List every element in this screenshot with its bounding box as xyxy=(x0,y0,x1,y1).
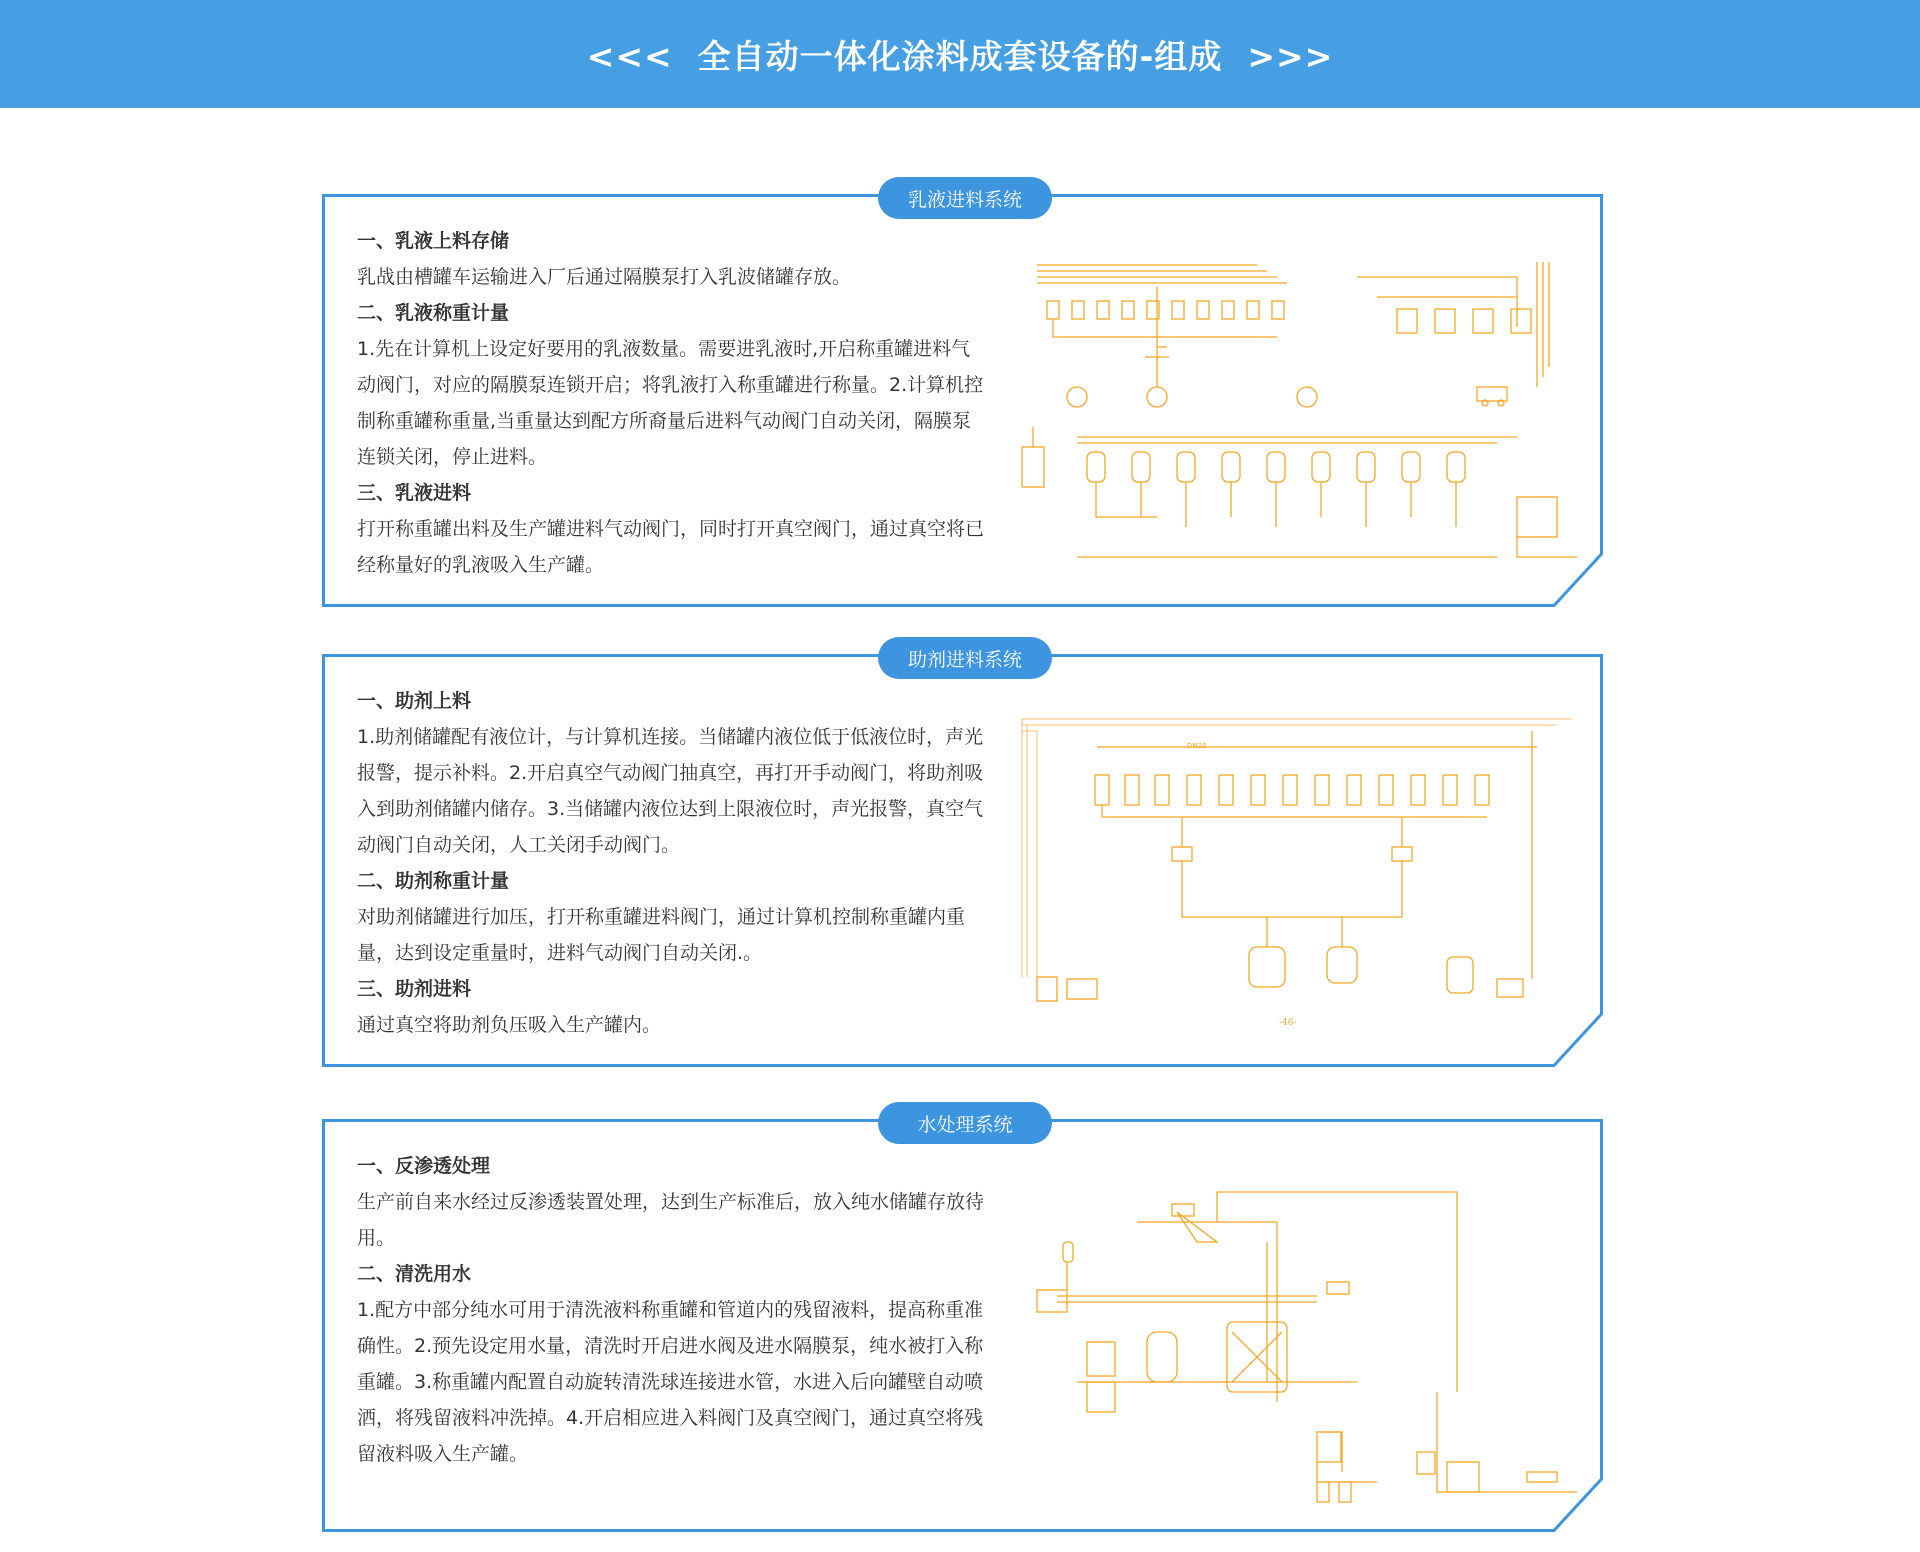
section-paragraph: 1.先在计算机上设定好要用的乳液数量。需要进乳液时,开启称重罐进料气动阀门，对应的隔膜泵连锁开启；将乳液打入称重罐进行称量。2.计算机控制称重罐称重量,当重量达到配方所裔量后进料气动阀门自动关闭，隔膜泵连锁关闭，停止进料。 xyxy=(357,338,984,468)
section-heading: 一、反渗透处理 xyxy=(357,1155,491,1177)
section-emulsion-feeding xyxy=(322,188,1601,604)
section-text xyxy=(357,683,985,1043)
section-paragraph: 乳战由槽罐车运输进入厂后通过隔膜泵打入乳波储罐存放。 xyxy=(357,266,852,288)
section-heading: 二、助剂称重计量 xyxy=(357,870,510,892)
section-heading: 三、助剂进料 xyxy=(357,978,472,1000)
section-heading: 一、助剂上料 xyxy=(357,690,472,712)
emulsion-process-diagram xyxy=(1017,257,1577,569)
section-text xyxy=(357,223,985,583)
section-paragraph: 对助剂储罐进行加压，打开称重罐进料阀门，通过计算机控制称重罐内重量，达到设定重量时，进料气动阀门自动关闭.。 xyxy=(357,906,966,964)
pipe-label: DN25 xyxy=(1187,742,1207,750)
page-number: -46- xyxy=(1279,1018,1297,1028)
section-title-pill: 助剂进料系统 xyxy=(878,637,1052,679)
section-heading: 三、乳液进料 xyxy=(357,482,472,504)
additive-process-diagram xyxy=(1017,717,1577,1029)
section-heading: 二、清洗用水 xyxy=(357,1263,472,1285)
section-paragraph: 1.助剂储罐配有液位计，与计算机连接。当储罐内液位低于低液位时，声光报警，提示补料。2.开启真空气动阀门抽真空，再打开手动阀门，将助剂吸入到助剂储罐内储存。3.当储罐内液位达到上限液位时，声光报警，真空气动阀门自动关闭，人工关闭手动阀门。 xyxy=(357,726,984,856)
section-paragraph: 打开称重罐出料及生产罐进料气动阀门，同时打开真空阀门，通过真空将已经称量好的乳液吸入生产罐。 xyxy=(357,518,985,576)
section-title-pill: 水处理系统 xyxy=(878,1102,1052,1144)
section-heading: 一、乳液上料存储 xyxy=(357,230,510,252)
section-paragraph: 生产前自来水经过反渗透装置处理，达到生产标准后，放入纯水储罐存放待用。 xyxy=(357,1191,985,1249)
section-text xyxy=(357,1148,985,1472)
section-paragraph: 通过真空将助剂负压吸入生产罐内。 xyxy=(357,1014,662,1036)
banner-title: <<< 全自动一体化涂料成套设备的-组成 >>> xyxy=(586,36,1334,76)
section-additive-feeding xyxy=(322,648,1601,1064)
section-water-treatment xyxy=(322,1113,1601,1529)
section-heading: 二、乳液称重计量 xyxy=(357,302,510,324)
water-treatment-diagram xyxy=(1017,1182,1577,1512)
banner xyxy=(0,0,1920,108)
section-paragraph: 1.配方中部分纯水可用于清洗液料称重罐和管道内的残留液料，提高称重准确性。2.预先设定用水量，清洗时开启进水阀及进水隔膜泵，纯水被打入称重罐。3.称重罐内配置自动旋转清洗球连接进水管，水进入后向罐壁自动喷洒，将残留液料冲洗掉。4.开启相应进入料阀门及真空阀门，通过真空将残留液料吸入生产罐。 xyxy=(357,1299,984,1465)
section-title-pill: 乳液进料系统 xyxy=(878,177,1052,219)
